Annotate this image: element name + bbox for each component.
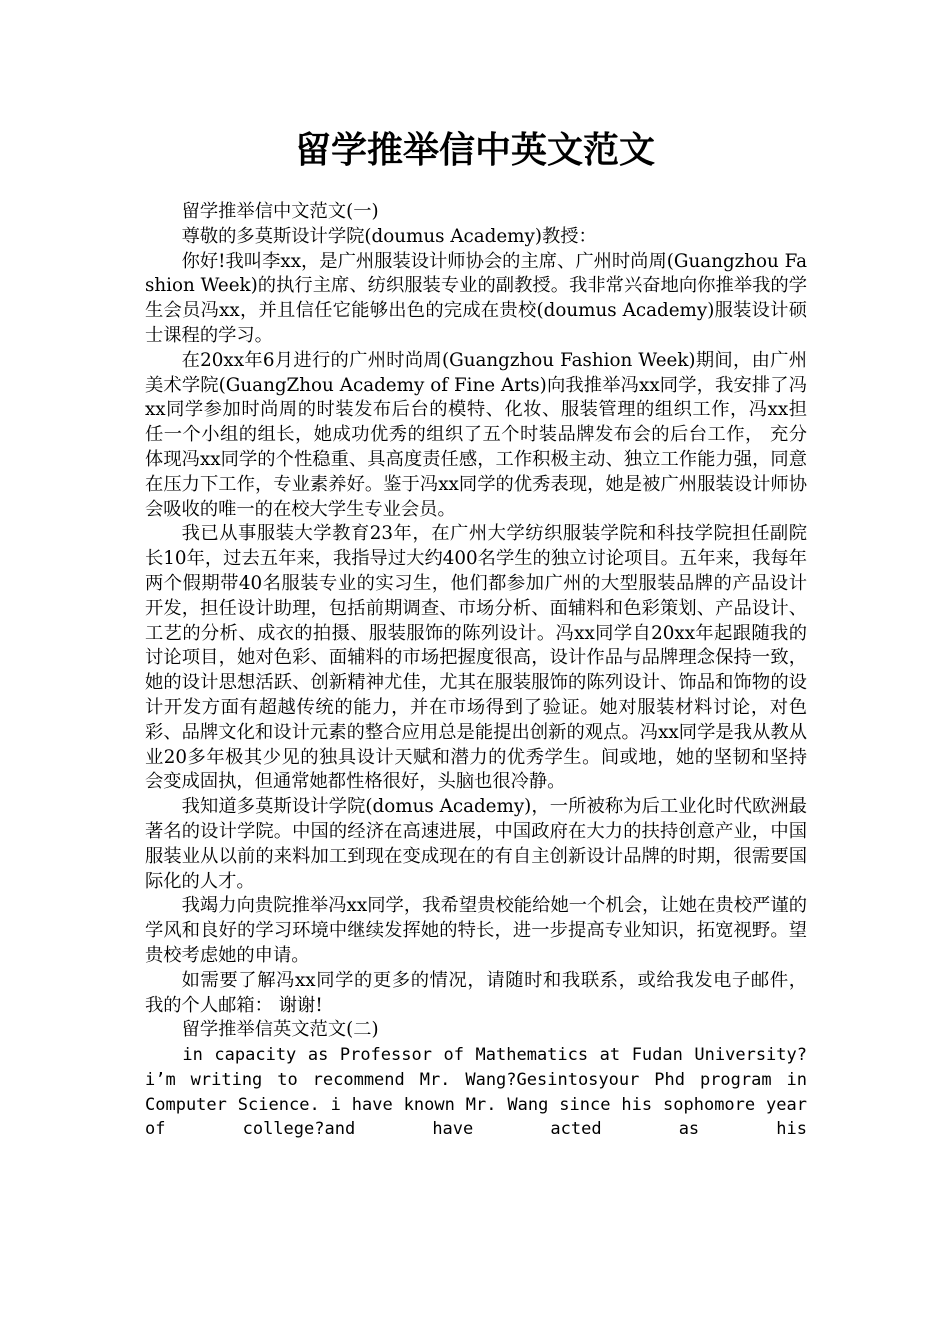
body-paragraph: 在20xx年6月进行的广州时尚周(Guangzhou Fashion Week)期间，由广州美术学院(GuangZhou Academy of Fine Arts)向我推举冯xx同学，我安排了冯xx同学参加时尚周的时装发布后台的模特、化妆、服装管理的组织工作，冯xx担任一个小组的组长，她成功优秀的组织了五个时装品牌发布会的后台工作， 充分体现冯xx同学的个性稳重、具高度责任感，工作积极主动、独立工作能力强，同意在压力下工作，专业素养好。鉴于冯xx同学的优秀表现，她是被广州服装设计师协会吸收的唯一的在校大学生专业会员。 [145,349,807,520]
english-body-paragraph [145,1043,807,1142]
body-paragraph: 我知道多莫斯设计学院(domus Academy)，一所被称为后工业化时代欧洲最著名的设计学院。中国的经济在高速进展，中国政府在大力的扶持创意产业，中国服装业从以前的来料加工到现在变成现在的有自主创新设计品牌的时期，很需要国际化的人才。 [145,796,807,892]
body-paragraph: 我竭力向贵院推举冯xx同学，我希望贵校能给她一个机会，让她在贵校严谨的学风和良好的学习环境中继续发挥她的特长，进一步提高专业知识，拓宽视野。望贵校考虑她的申请。 [145,895,807,966]
closing-paragraph: 如需要了解冯xx同学的更多的情况，请随时和我联系，或给我发电子邮件， 我的个人邮箱： 谢谢! [145,969,807,1016]
section-heading-english: 留学推举信英文范文(二) [181,1019,379,1041]
body-paragraph: 我已从事服装大学教育23年，在广州大学纺织服装学院和科技学院担任副院长10年，过去五年来，我指导过大约400名学生的独立讨论项目。五年来，我每年两个假期带40名服装专业的实习生，他们都参加广州的大型服装品牌的产品设计开发，担任设计助理，包括前期调查、市场分析、面辅料和色彩策划、产品设计、工艺的分析、成衣的拍摄、服装服饰的陈列设计。冯xx同学自20xx年起跟随我的讨论项目，她对色彩、面辅料的市场把握度很高，设计作品与品牌理念保持一致，她的设计思想活跃、创新精神尤佳，尤其在服装服饰的陈列设计、饰品和饰物的设计开发方面有超越传统的能力，并在市场得到了验证。她对服装材料讨论，对色彩、品牌文化和设计元素的整合应用总是能提出创新的观点。冯xx同学是我从教从业20多年极其少见的独具设计天赋和潜力的优秀学生。间或地，她的坚韧和坚持会变成固执，但通常她都性格很好，头脑也很冷静。 [145,523,807,793]
salutation: 尊敬的多莫斯设计学院(doumus Academy)教授： [181,225,597,247]
document-body [145,200,807,1142]
body-paragraph: 你好!我叫李xx，是广州服装设计师协会的主席、广州时尚周(Guangzhou Fashion Week)的执行主席、纺织服装专业的副教授。我非常兴奋地向你推举我的学生会员冯xx，并且信任它能够出色的完成在贵校(doumus Academy)服装设计硕士课程的学习。 [145,250,807,346]
section-heading-chinese: 留学推举信中文范文(一) [181,201,379,222]
document-title: 留学推举信中英文范文 [294,130,655,171]
english-body-text: in capacity as Professor of Mathematics at Fudan University?i’m writing to recommend Mr. Wang?Gesintosyour Phd program in Computer Science. i have known Mr. Wang since his sophomore year of college?and have acted as his [145,1045,807,1140]
